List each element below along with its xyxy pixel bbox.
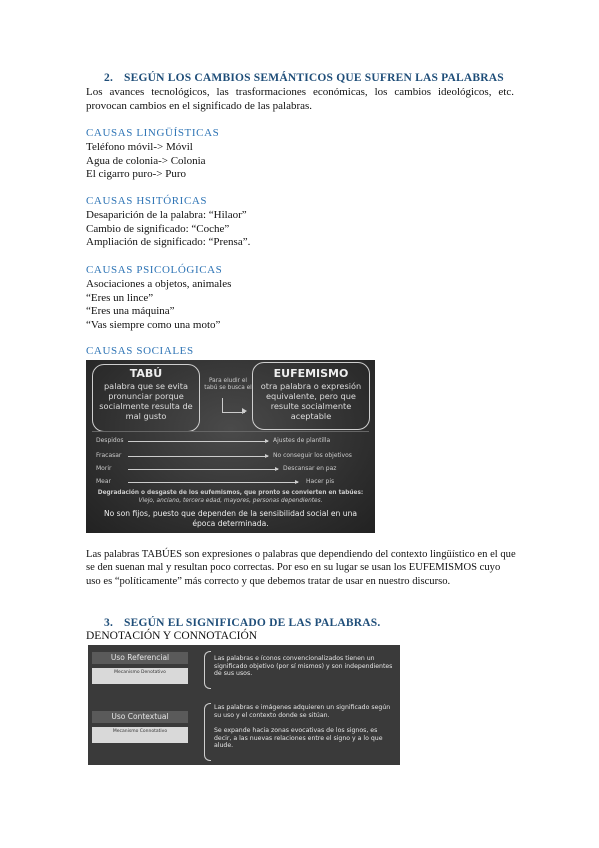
arrow-icon: [128, 456, 268, 457]
section-2-heading: [104, 72, 504, 84]
arrow-icon: [128, 469, 278, 470]
list-item: Desaparición de la palabra: “Hilaor”: [86, 209, 247, 221]
tabu-example: Despidos: [96, 437, 124, 444]
tabu-example: Mear: [96, 478, 112, 485]
tabu-title: TABÚ: [129, 367, 163, 380]
mecanismo-connotativo-label: Mecanismo Connotativo: [92, 727, 188, 743]
eufemismo-example: No conseguir los objetivos: [273, 452, 352, 459]
causas-historicas-heading: CAUSAS HSITÓRICAS: [86, 195, 208, 207]
tabu-eufemismo-image: [86, 360, 375, 533]
brace-icon: [204, 703, 211, 761]
eufemismo-box: [252, 362, 370, 430]
list-item: Asociaciones a objetos, animales: [86, 278, 232, 290]
denotacion-connotacion-image: [88, 645, 400, 765]
eufemismo-example: Descansar en paz: [283, 465, 337, 472]
causas-linguisticas-heading: CAUSAS LINGÜÍSTICAS: [86, 127, 220, 139]
uso-contextual-label: Uso Contextual: [92, 711, 188, 723]
uso-referencial-label: Uso Referencial: [92, 652, 188, 664]
arrow-icon: [128, 441, 268, 442]
eufemismo-title: EUFEMISMO: [273, 367, 349, 380]
section-title: SEGÚN EL SIGNIFICADO DE LAS PALABRAS.: [124, 617, 381, 629]
eufemismo-example: Hacer pis: [306, 478, 335, 485]
brace-icon: [204, 651, 211, 689]
divider: [92, 431, 369, 432]
list-item: “Eres un lince”: [86, 291, 154, 304]
list-item: Ampliación de significado: “Prensa”.: [86, 236, 251, 249]
tabu-box: [92, 364, 200, 432]
referencial-description: Las palabras e íconos convencionalizados tienen un significado objetivo (por sí mismos) y son independientes de sus usos.: [214, 655, 393, 678]
middle-text: Para eludir el tabú se busca el: [204, 378, 252, 391]
causas-sociales-heading: CAUSAS SOCIALES: [86, 345, 194, 357]
causas-psicologicas-heading: CAUSAS PSICOLÓGICAS: [86, 264, 223, 276]
list-item: El cigarro puro-> Puro: [86, 168, 186, 181]
section-number: 3.: [104, 617, 114, 629]
list-item: “Eres una máquina”: [86, 305, 175, 318]
list-item: Teléfono móvil-> Móvil: [86, 141, 193, 153]
arrow-icon: [128, 482, 298, 483]
intro-paragraph: Los avances tecnológicos, las trasformaciones económicas, los cambios ideológicos, etc. provocan cambios en el significado de las palabras.: [86, 86, 514, 112]
list-item: Cambio de significado: “Coche”: [86, 222, 230, 235]
contextual-description-1: Las palabras e imágenes adquieren un significado según su uso y el contexto donde se sitúan.: [214, 704, 391, 719]
arrow-head-icon: [242, 408, 247, 414]
degradation-text: Degradación o desgaste de los eufemismos, que pronto se convierten en tabúes:: [97, 490, 364, 496]
section-number: 2.: [104, 72, 114, 84]
section-title: SEGÚN LOS CAMBIOS SEMÁNTICOS QUE SUFREN LAS PALABRAS: [124, 72, 504, 84]
causas-psicologicas-list: [86, 278, 231, 332]
tabu-definition: palabra que se evita pronunciar porque socialmente resulta de mal gusto: [99, 381, 193, 421]
degradation-examples: Viejo, anciano, tercera edad, mayores, personas dependientes.: [138, 498, 323, 504]
list-item: “Vas siempre como una moto”: [86, 318, 221, 331]
causas-linguisticas-list: [86, 141, 206, 182]
tabu-example: Fracasar: [96, 452, 122, 459]
eufemismo-example: Ajustes de plantilla: [273, 437, 331, 444]
causas-historicas-list: [86, 209, 250, 250]
tabu-paragraph: Las palabras TABÚES son expresiones o palabras que dependiendo del contexto lingüístico en el que se den suenan mal y resultan poco correctas. Por eso en su lugar se usan los EUFEMISMOS cuyo uso es “políticamente” más correcto y que debemos tratar de usar en nuestro discurso.: [86, 549, 516, 587]
contextual-description-2: Se expande hacia zonas evocativas de los signos, es decir, a las nuevas relaciones entre el signo y a lo que alude.: [214, 727, 383, 750]
eufemismo-definition: otra palabra o expresión equivalente, pero que resulte socialmente aceptable: [260, 381, 362, 421]
section-3-heading: [104, 617, 380, 629]
footer-text: No son fijos, puesto que dependen de la sensibilidad social en una época determinada.: [103, 509, 358, 528]
list-item: Agua de colonia-> Colonia: [86, 154, 206, 167]
mecanismo-denotativo-label: Mecanismo Denotativo: [92, 668, 188, 684]
section-3-subtitle: DENOTACIÓN Y CONNOTACIÓN: [86, 630, 258, 642]
tabu-example: Morir: [96, 465, 112, 472]
